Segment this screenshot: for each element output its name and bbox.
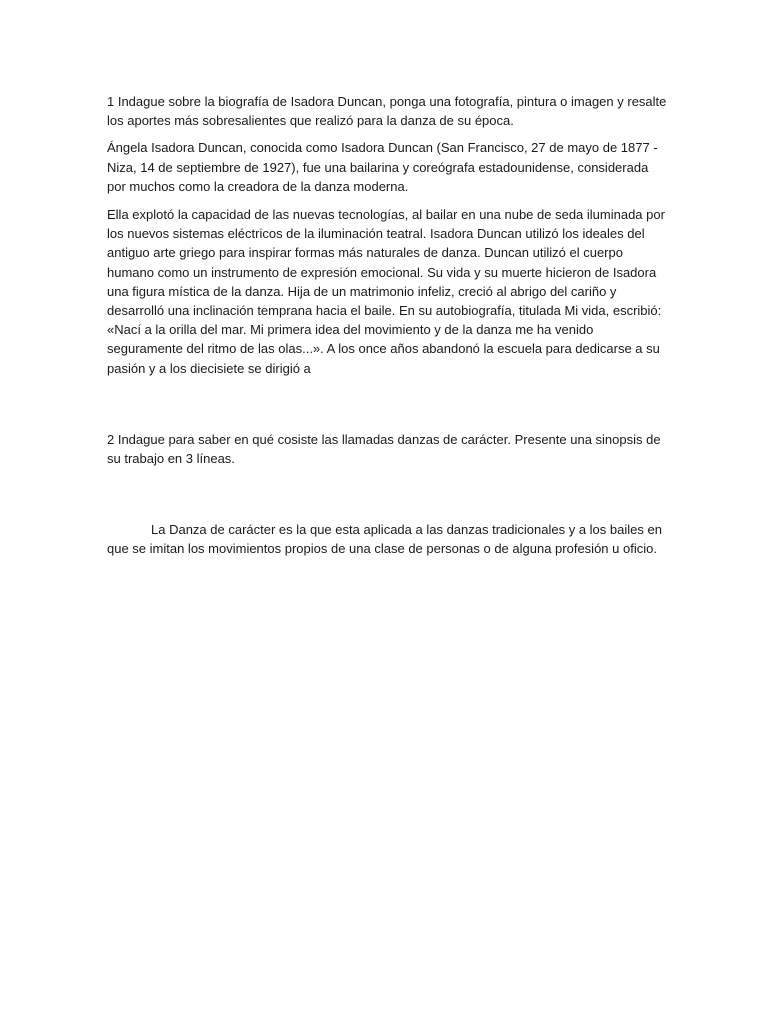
biography-paragraph-1: Ángela Isadora Duncan, conocida como Isadora Duncan (San Francisco, 27 de mayo de 1877 - Niza, 14 de septiembre de 1927), fue una bailarina y coreógrafa estadounidense, considerada por muchos como la creadora de la danza moderna. bbox=[107, 140, 658, 194]
biography-paragraph-2: Ella explotó la capacidad de las nuevas tecnologías, al bailar en una nube de seda iluminada por los nuevos sistemas eléctricos de la iluminación teatral. Isadora Duncan utilizó los ideales del antiguo arte griego para inspirar formas más naturales de danza. Duncan utilizó el cuerpo humano como un instrumento de expresión emocional. Su vida y su muerte hicieron de Isadora una figura mística de la danza. Hija de un matrimonio infeliz, creció al abrigo del cariño y desarrolló una inclinación temprana hacia el baile. En su autobiografía, titulada Mi vida, escribió: «Nací a la orilla del mar. Mi primera idea del movimiento y de la danza me ha venido seguramente del ritmo de las olas...». A los once años abandonó la escuela para dedicarse a su pasión y a los diecisiete se dirigió a bbox=[107, 207, 665, 376]
question-2-text: 2 Indague para saber en qué cosiste las llamadas danzas de carácter. Presente una sinopsis de su trabajo en 3 líneas. bbox=[107, 431, 661, 467]
question-1-text: 1 Indague sobre la biografía de Isadora Duncan, ponga una fotografía, pintura o imagen y resalte los aportes más sobresalientes que realizó para la danza de su época. bbox=[107, 94, 667, 129]
answer-2-text: La Danza de carácter es la que esta aplicada a las danzas tradicionales y a los bailes en que se imitan los movimientos propios de una clase de personas o de alguna profesión u oficio. bbox=[107, 522, 662, 557]
document-body bbox=[107, 92, 667, 559]
